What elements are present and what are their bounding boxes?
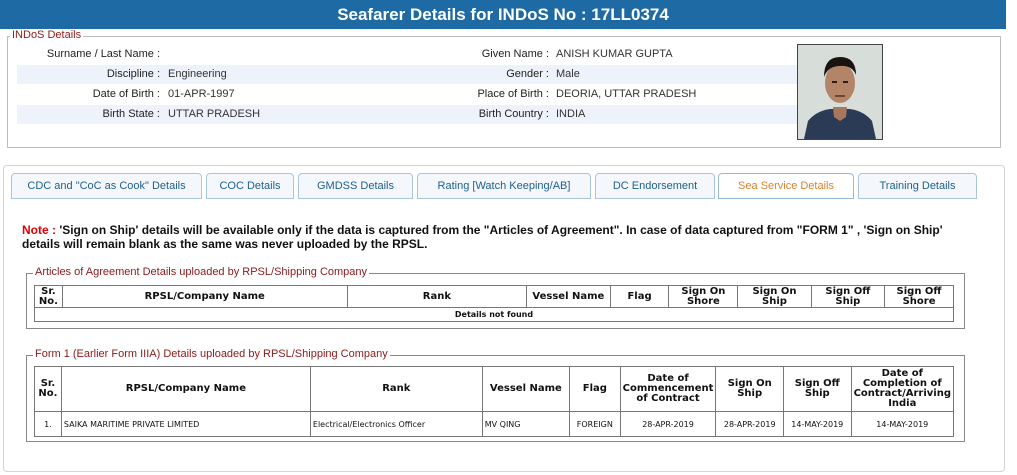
commencement-date-cell: 28-APR-2019 <box>620 412 716 437</box>
table-row <box>35 412 954 437</box>
col-flag: Flag <box>570 367 621 412</box>
given-name-label: Given Name : <box>481 48 549 60</box>
col-vessel-name: Vessel Name <box>482 367 569 412</box>
company-name-cell: SAIKA MARITIME PRIVATE LIMITED <box>61 412 310 437</box>
col-company-name: RPSL/Company Name <box>61 367 310 412</box>
col-sign-on-shore: Sign On Shore <box>669 286 738 308</box>
col-sign-off-ship: Sign Off Ship <box>811 286 884 308</box>
tab-gmdss-details[interactable]: GMDSS Details <box>298 173 413 199</box>
discipline-value: Engineering <box>168 68 227 80</box>
dob-value: 01-APR-1997 <box>168 88 235 100</box>
birth-country-value: INDIA <box>556 108 586 120</box>
tab-coc-details[interactable]: COC Details <box>206 173 294 199</box>
page-title: Seafarer Details for INDoS No : 17LL0374 <box>0 0 1006 29</box>
tab-training-details[interactable]: Training Details <box>858 173 977 199</box>
birth-state-label: Birth State : <box>102 108 160 120</box>
form1-table <box>34 366 954 437</box>
birth-country-label: Birth Country : <box>478 108 549 120</box>
details-not-found-message: Details not found <box>35 308 954 322</box>
col-date-of-commencement: Date of Commencement of Contract <box>620 367 716 412</box>
col-date-of-completion: Date of Completion of Contract/Arriving India <box>851 367 953 412</box>
col-sign-off-shore: Sign Off Shore <box>885 286 954 308</box>
detail-row-discipline <box>17 65 797 84</box>
sr-no-cell: 1. <box>35 412 62 437</box>
flag-cell: FOREIGN <box>570 412 621 437</box>
birth-state-value: UTTAR PRADESH <box>168 108 261 120</box>
rank-cell: Electrical/Electronics Officer <box>310 412 482 437</box>
tab-rating-watch-keeping[interactable]: Rating [Watch Keeping/AB] <box>417 173 591 199</box>
sign-on-ship-cell: 28-APR-2019 <box>716 412 784 437</box>
sign-off-ship-cell: 14-MAY-2019 <box>783 412 851 437</box>
tab-sea-service-details[interactable]: Sea Service Details <box>718 173 854 199</box>
detail-row-name <box>17 45 797 64</box>
place-of-birth-value: DEORIA, UTTAR PRADESH <box>556 88 697 100</box>
given-name-value: ANISH KUMAR GUPTA <box>556 48 673 60</box>
sign-on-note <box>22 223 972 251</box>
indos-details-legend: INDoS Details <box>12 29 82 41</box>
form1-legend: Form 1 (Earlier Form IIIA) Details uploaded by RPSL/Shipping Company <box>35 348 388 360</box>
col-company-name: RPSL/Company Name <box>62 286 347 308</box>
col-rank: Rank <box>310 367 482 412</box>
tab-dc-endorsement[interactable]: DC Endorsement <box>595 173 715 199</box>
vessel-name-cell: MV QING <box>482 412 569 437</box>
gender-label: Gender : <box>506 68 549 80</box>
tab-cdc-details[interactable]: CDC and "CoC as Cook" Details <box>11 173 202 199</box>
discipline-label: Discipline : <box>106 68 160 80</box>
completion-date-cell: 14-MAY-2019 <box>851 412 953 437</box>
place-of-birth-label: Place of Birth : <box>477 88 549 100</box>
col-sign-off-ship: Sign Off Ship <box>783 367 851 412</box>
detail-row-birth <box>17 85 797 104</box>
seafarer-photo <box>797 44 883 140</box>
col-sr-no: Sr. No. <box>35 286 63 308</box>
detail-row-state <box>17 105 797 124</box>
dob-label: Date of Birth : <box>92 88 160 100</box>
surname-label: Surname / Last Name : <box>46 48 160 60</box>
note-text: 'Sign on Ship' details will be available only if the data is captured from the "Articles of Agreement". In case of data captured from "FORM 1" , 'Sign on Ship' details will remain blank as the same was never uploaded by the RPSL. <box>22 223 943 251</box>
col-sr-no: Sr. No. <box>35 367 62 412</box>
note-prefix: Note : <box>22 223 56 237</box>
col-rank: Rank <box>347 286 527 308</box>
col-flag: Flag <box>610 286 669 308</box>
col-sign-on-ship: Sign On Ship <box>738 286 811 308</box>
articles-of-agreement-legend: Articles of Agreement Details uploaded by RPSL/Shipping Company <box>35 266 368 278</box>
articles-table <box>34 285 954 322</box>
col-vessel-name: Vessel Name <box>527 286 610 308</box>
gender-value: Male <box>556 68 580 80</box>
col-sign-on-ship: Sign On Ship <box>716 367 784 412</box>
